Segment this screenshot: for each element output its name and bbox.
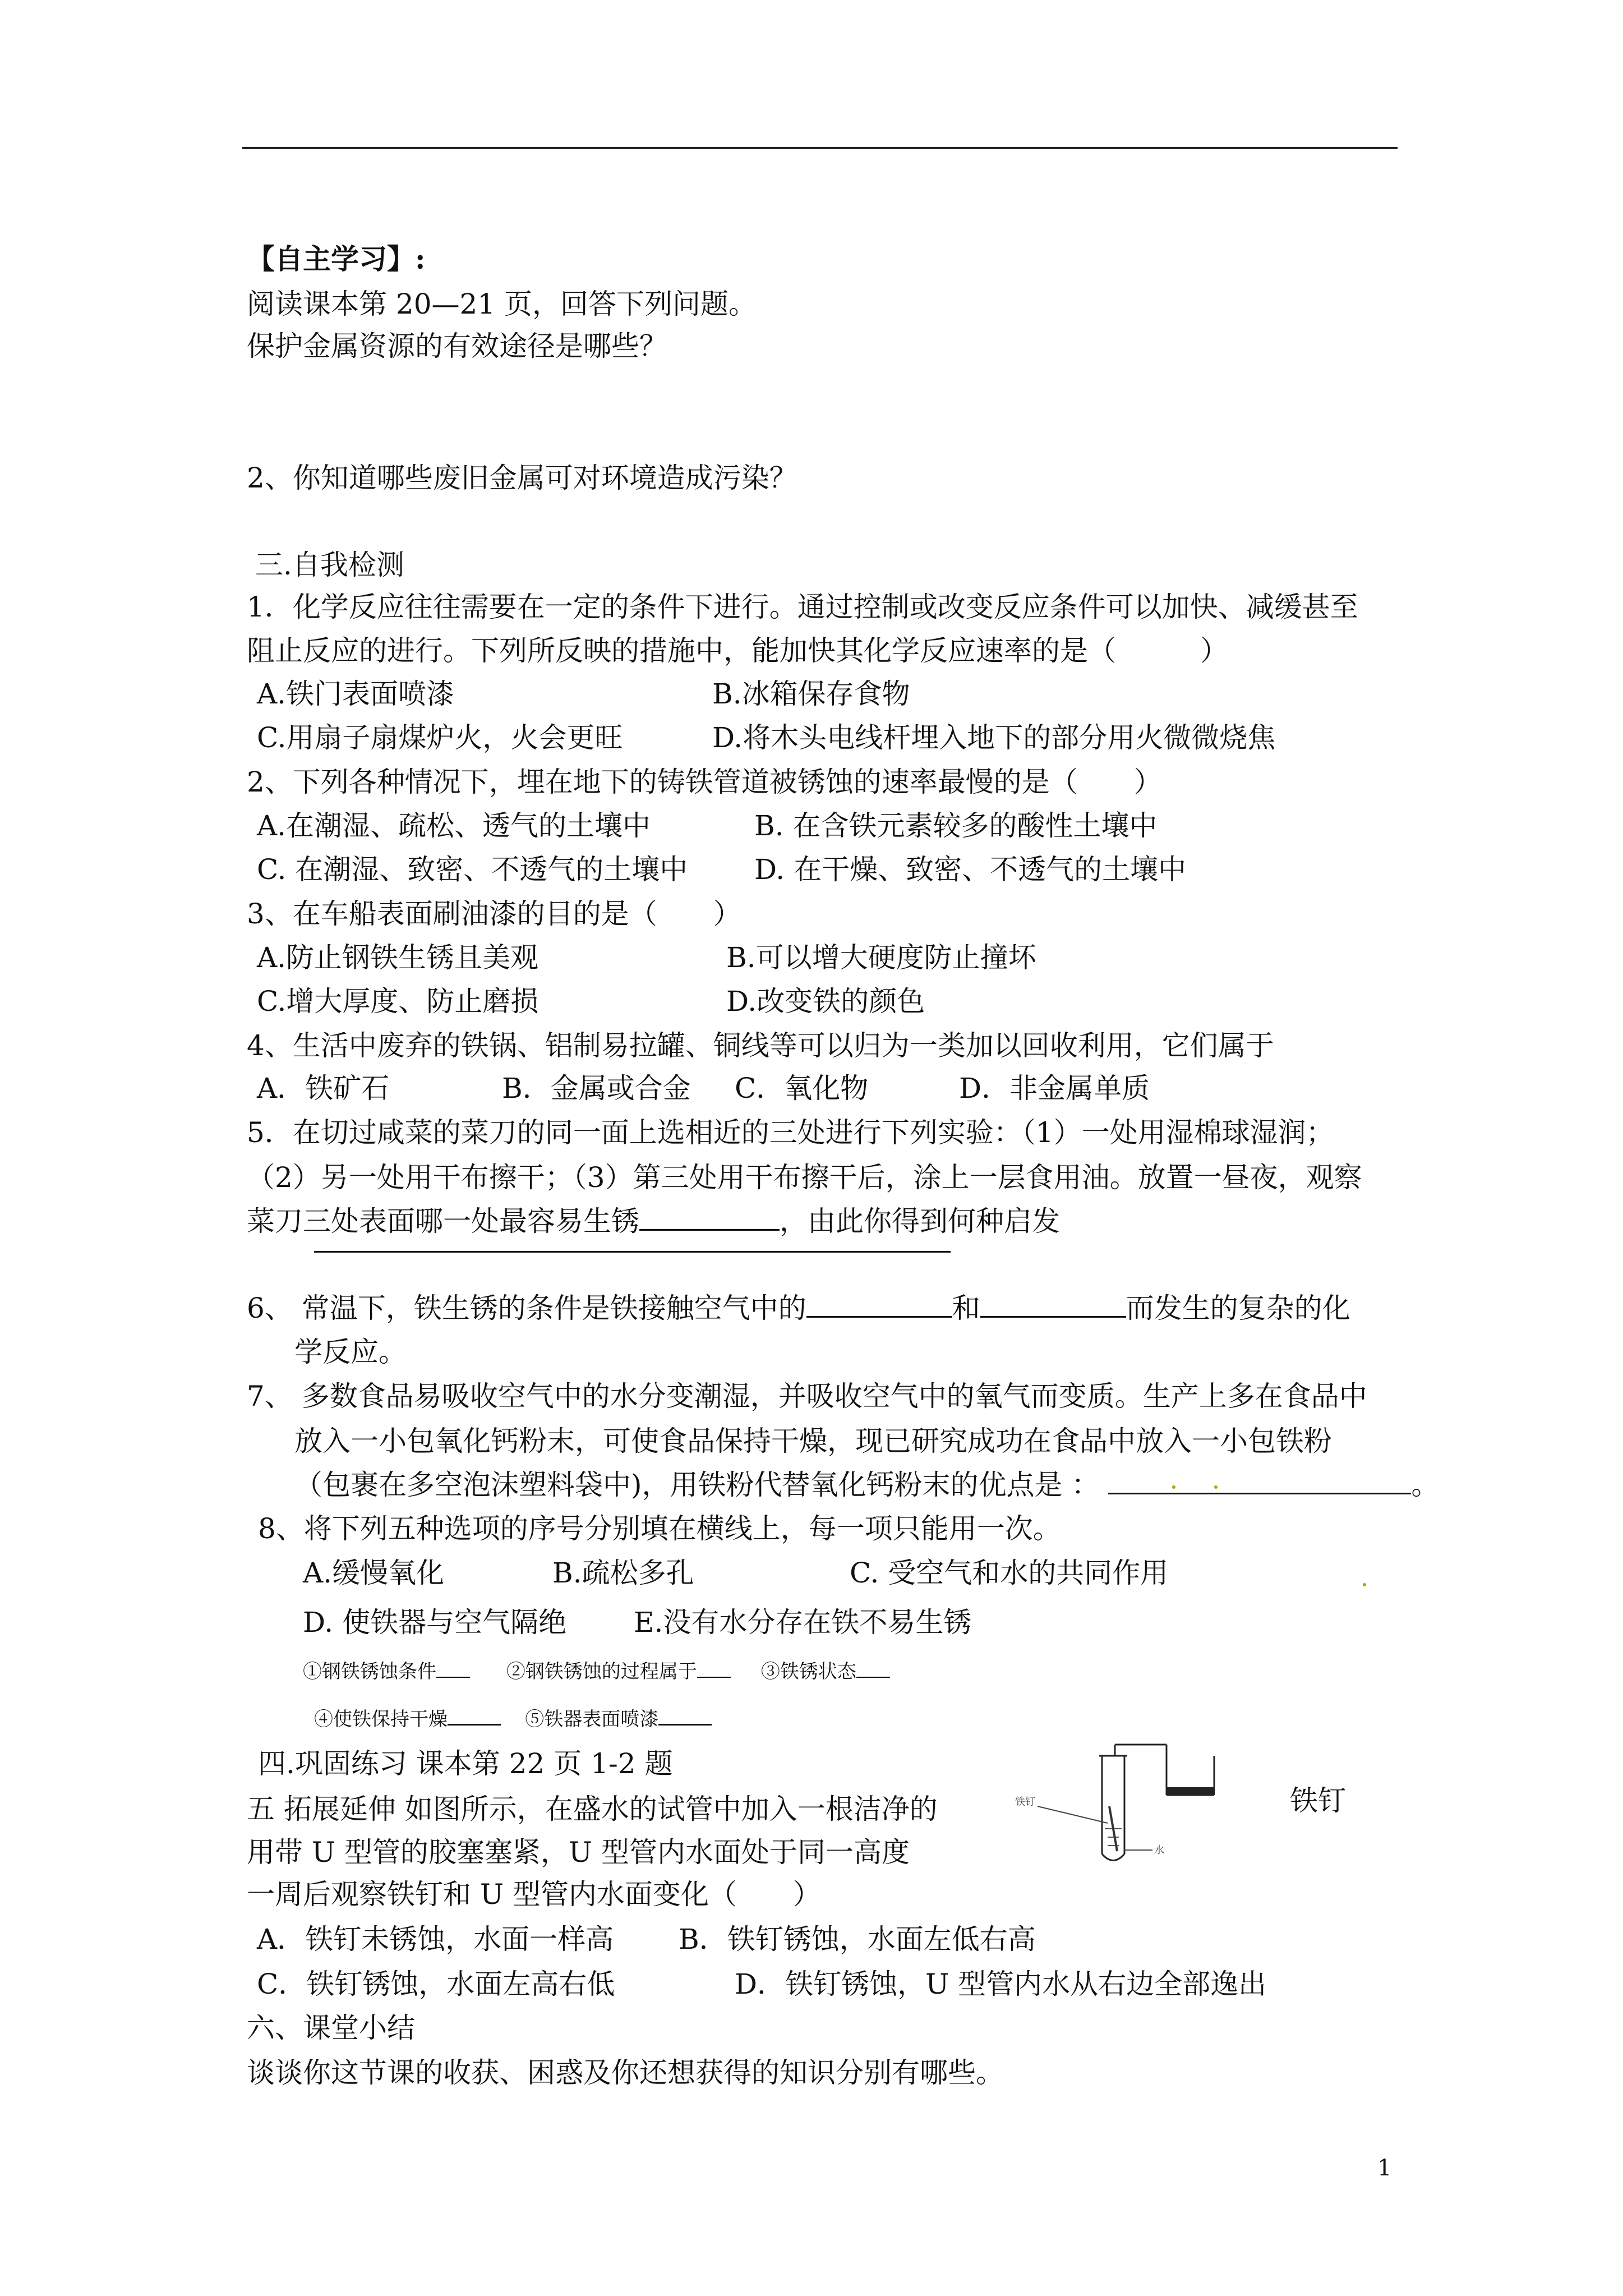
nail-pointer: [1038, 1806, 1108, 1823]
page-number: 1: [1377, 2155, 1392, 2181]
extend-option-c: C．铁钉锈蚀，水面左高右低: [257, 1968, 615, 2000]
q1-option-b: B.冰箱保存食物: [712, 678, 910, 710]
extend-line3: 一周后观察铁钉和 U 型管内水面变化（ ）: [247, 1878, 821, 1911]
speck: [1172, 1485, 1175, 1489]
q8-fill-5-blank[interactable]: [658, 1707, 712, 1726]
q5-line3: [247, 1203, 1060, 1239]
q2-option-d: D. 在干燥、致密、不透气的土壤中: [754, 853, 1187, 886]
q6-line1: [247, 1290, 1350, 1326]
self-study-question-2: 2、你知道哪些废旧金属可对环境造成污染？: [247, 462, 797, 494]
extend-option-a: A．铁钉未锈蚀，水面一样高: [257, 1923, 614, 1955]
speck: [1214, 1485, 1218, 1489]
extend-line2: 用带 U 型管的胶塞塞紧，U 型管内水面处于同一高度: [247, 1836, 910, 1869]
q5-line3-part2: ，由此你得到何种启发: [780, 1205, 1060, 1237]
q7-answer-blank[interactable]: [1108, 1470, 1411, 1494]
q7-line1: 7、 多数食品易吸收空气中的水分变潮湿，并吸收空气中的氧气而变质。生产上多在食品中: [247, 1380, 1367, 1412]
q3-option-b: B.可以增大硬度防止撞坏: [726, 941, 1036, 974]
q8-fill-3-blank[interactable]: [856, 1660, 890, 1678]
q3-option-a: A.防止钢铁生锈且美观: [257, 941, 539, 974]
q7-part2: 。: [1411, 1469, 1440, 1501]
self-test-title: 三.自我检测: [255, 549, 404, 581]
q7-part1: （包裹在多空泡沫塑料袋中)，用铁粉代替氧化钙粉末的优点是 ：: [294, 1469, 1100, 1501]
test-tube-u-tube-diagram: [1015, 1739, 1217, 1885]
q4-option-b: B．金属或合金: [502, 1072, 691, 1105]
q3-option-c: C.增大厚度、防止磨损: [257, 985, 539, 1018]
q8-fill-3-label: ③铁锈状态: [760, 1660, 856, 1683]
water-label: 水: [1154, 1844, 1164, 1856]
q3-option-d: D.改变铁的颜色: [726, 985, 925, 1018]
q3-stem: 3、在车船表面刷油漆的目的是（ ）: [247, 898, 741, 930]
q5-answer-blank[interactable]: [639, 1207, 780, 1231]
q4-option-c: C．氧化物: [735, 1072, 869, 1105]
q8-fill-5-label: ⑤铁器表面喷漆: [525, 1708, 659, 1731]
q8-fill-4-blank[interactable]: [448, 1707, 501, 1726]
q4-option-d: D．非金属单质: [959, 1072, 1150, 1105]
q6-part3: 而发生的复杂的化: [1126, 1292, 1350, 1324]
q8-fill-row-2: [314, 1707, 712, 1732]
q2-option-c: C. 在潮湿、致密、不透气的土壤中: [257, 853, 688, 886]
q8-option-b: B.疏松多孔: [552, 1557, 694, 1589]
speck: [1363, 1583, 1366, 1586]
q2-option-a: A.在潮湿、疏松、透气的土壤中: [257, 809, 651, 842]
extend-option-d: D．铁钉锈蚀，U 型管内水从右边全部逸出: [735, 1968, 1267, 2000]
q5-line3-part1: 菜刀三处表面哪一处最容易生锈: [247, 1205, 639, 1237]
q6-blank-1[interactable]: [806, 1294, 952, 1318]
u-tube-water: [1166, 1787, 1214, 1795]
self-study-question-1: 保护金属资源的有效途径是哪些？: [247, 330, 667, 362]
q8-fill-1-label: ①钢铁锈蚀条件: [303, 1660, 436, 1683]
q8-fill-2-label: ②钢铁锈蚀的过程属于: [506, 1660, 697, 1683]
q7-line2: 放入一小包氧化钙粉末，可使食品保持干燥，现已研究成功在食品中放入一小包铁粉: [294, 1425, 1332, 1457]
test-tube: [1099, 1756, 1127, 1861]
q6-blank-2[interactable]: [980, 1294, 1126, 1318]
q5-inspiration-blank[interactable]: [314, 1251, 951, 1253]
q5-line2: （2）另一处用干布擦干；（3）第三处用干布擦干后，涂上一层食用油。放置一昼夜，观察: [247, 1161, 1362, 1194]
q2-stem: 2、下列各种情况下，埋在地下的铸铁管道被锈蚀的速率最慢的是（ ）: [247, 766, 1162, 798]
q6-part1: 6、 常温下，铁生锈的条件是铁接触空气中的: [247, 1292, 806, 1324]
q7-line3: [294, 1467, 1439, 1503]
q1-option-d: D.将木头电线杆埋入地下的部分用火微微烧焦: [712, 721, 1276, 754]
q1-line1: 1．化学反应往往需要在一定的条件下进行。通过控制或改变反应条件可以加快、减缓甚至: [247, 591, 1358, 623]
nail-label: 铁钉: [1015, 1796, 1035, 1808]
figure-label-iron-nail: 铁钉: [1290, 1784, 1346, 1817]
q5-line1: 5．在切过咸菜的菜刀的同一面上选相近的三处进行下列实验：（1）一处用湿棉球湿润；: [247, 1116, 1334, 1149]
q4-stem: 4、生活中废弃的铁锅、铝制易拉罐、铜线等可以归为一类加以回收利用，它们属于: [247, 1029, 1274, 1062]
self-study-instruction: 阅读课本第 20—21 页，回答下列问题。: [247, 288, 757, 320]
q8-option-d: D. 使铁器与空气隔绝: [303, 1606, 567, 1639]
q1-option-c: C.用扇子扇煤炉火，火会更旺: [257, 721, 623, 754]
extend-line1: 五 拓展延伸 如图所示，在盛水的试管中加入一根洁净的: [247, 1793, 938, 1825]
q8-fill-row-1: [303, 1659, 890, 1684]
q8-fill-4-label: ④使铁保持干燥: [314, 1708, 448, 1731]
extend-option-b: B．铁钉锈蚀，水面左低右高: [679, 1923, 1036, 1955]
self-study-title: 【自主学习】:: [247, 242, 426, 275]
q1-line2: 阻止反应的进行。下列所反映的措施中，能加快其化学反应速率的是（ ）: [247, 634, 1228, 667]
q8-option-e: E.没有水分存在铁不易生锈: [634, 1606, 972, 1639]
q8-stem: 8、将下列五种选项的序号分别填在横线上，每一项只能用一次。: [258, 1512, 1061, 1545]
q1-option-a: A.铁门表面喷漆: [257, 678, 455, 710]
q6-part2: 和: [952, 1292, 980, 1324]
q2-option-b: B. 在含铁元素较多的酸性土壤中: [754, 809, 1158, 842]
summary-title: 六、课堂小结: [247, 2012, 415, 2044]
q4-option-a: A．铁矿石: [257, 1072, 390, 1105]
summary-line1: 谈谈你这节课的收获、困惑及你还想获得的知识分别有哪些。: [247, 2056, 1004, 2089]
q8-fill-2-blank[interactable]: [697, 1660, 731, 1678]
q8-option-a: A.缓慢氧化: [303, 1557, 445, 1589]
q8-option-c: C. 受空气和水的共同作用: [850, 1557, 1169, 1589]
q6-line2: 学反应。: [294, 1336, 407, 1368]
header-rule: [242, 147, 1398, 149]
q8-fill-1-blank[interactable]: [436, 1660, 470, 1678]
practice-title: 四.巩固练习 课本第 22 页 1-2 题: [258, 1747, 673, 1780]
